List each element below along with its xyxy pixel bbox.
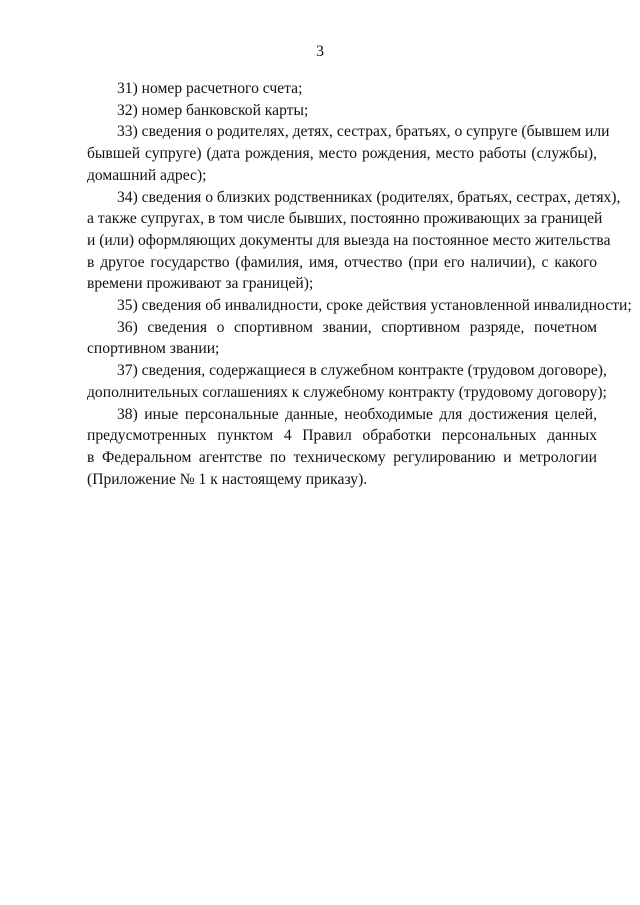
text-line: в другое государство (фамилия, имя, отчество (при его наличии), с какого — [87, 253, 597, 271]
text-line: а также супругах, в том числе бывших, постоянно проживающих за границей — [87, 210, 603, 228]
text-line: в Федеральном агентстве по техническому регулированию и метрологии — [87, 448, 597, 466]
list-item — [87, 360, 607, 403]
text-line: 35) сведения об инвалидности, сроке действия установленной инвалидности; — [117, 297, 632, 315]
text-line: 32) номер банковской карты; — [117, 101, 309, 119]
text-line: предусмотренных пунктом 4 Правил обработки персональных данных — [87, 427, 597, 445]
text-line: 33) сведения о родителях, детях, сестрах, братьях, о супруге (бывшем или — [117, 123, 610, 141]
document-body — [87, 78, 632, 490]
list-item — [87, 317, 597, 360]
list-item — [87, 78, 597, 100]
text-line: 34) сведения о близких родственниках (родителях, братьях, сестрах, детях), — [117, 188, 621, 206]
list-item — [87, 295, 632, 317]
page-number: 3 — [316, 43, 324, 60]
list-item — [87, 404, 597, 491]
text-line: 31) номер расчетного счета; — [117, 80, 303, 97]
text-line: и (или) оформляющих документы для выезда на постоянное место жительства — [87, 231, 611, 249]
text-line: времени проживают за границей); — [87, 275, 314, 293]
text-line: домашний адрес); — [87, 166, 207, 184]
list-item — [87, 100, 597, 122]
text-line: 36) сведения о спортивном звании, спортивном разряде, почетном — [117, 318, 597, 336]
text-line: дополнительных соглашениях к служебному контракту (трудовому договору); — [87, 383, 607, 401]
text-line: спортивном звании; — [87, 340, 220, 358]
text-line: 37) сведения, содержащиеся в служебном контракте (трудовом договоре), — [117, 362, 607, 380]
list-item — [87, 187, 621, 296]
text-line: 38) иные персональные данные, необходимые для достижения целей, — [117, 405, 597, 423]
text-line: (Приложение № 1 к настоящему приказу). — [87, 470, 368, 488]
list-item — [87, 121, 610, 186]
text-line: бывшей супруге) (дата рождения, место рождения, место работы (службы), — [87, 145, 597, 163]
